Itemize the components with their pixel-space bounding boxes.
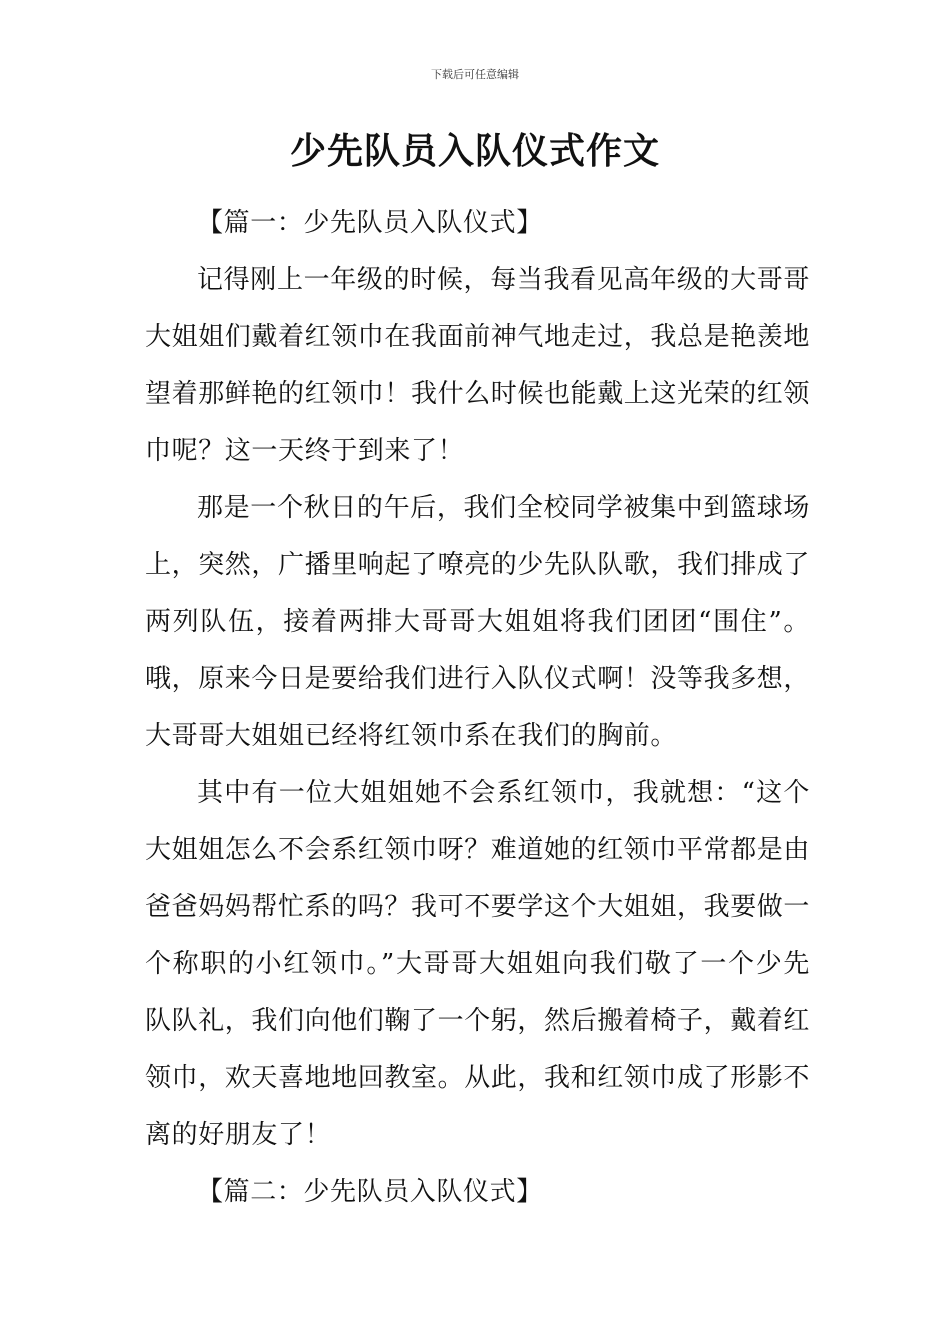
section-heading-1: 【篇一：少先队员入队仪式】 — [197, 208, 543, 238]
document-body — [145, 195, 810, 1221]
paragraph-1: 记得刚上一年级的时候，每当我看见高年级的大哥哥大姐姐们戴着红领巾在我面前神气地走过，我总是艳羡地望着那鲜艳的红领巾！我什么时候也能戴上这光荣的红领巾呢？这一天终于到来了！ — [145, 265, 811, 466]
document-title: 少先队员入队仪式作文 — [289, 131, 660, 172]
page-header-note: 下载后可任意编辑 — [431, 68, 519, 81]
paragraph-3: 其中有一位大姐姐她不会系红领巾，我就想：“这个大姐姐怎么不会系红领巾呀？难道她的红领巾平常都是由爸爸妈妈帮忙系的吗？我可不要学这个大姐姐，我要做一个称职的小红领巾。”大哥哥大姐姐向我们敬了一个少先队队礼，我们向他们鞠了一个躬，然后搬着椅子，戴着红领巾，欢天喜地地回教室。从此，我和红领巾成了形影不离的好朋友了！ — [145, 778, 811, 1150]
paragraph-2: 那是一个秋日的午后，我们全校同学被集中到篮球场上，突然，广播里响起了嘹亮的少先队队歌，我们排成了两列队伍，接着两排大哥哥大姐姐将我们团团“围住”。哦，原来今日是要给我们进行入队仪式啊！没等我多想，大哥哥大姐姐已经将红领巾系在我们的胸前。 — [145, 493, 811, 751]
section-heading-2: 【篇二：少先队员入队仪式】 — [197, 1177, 543, 1207]
